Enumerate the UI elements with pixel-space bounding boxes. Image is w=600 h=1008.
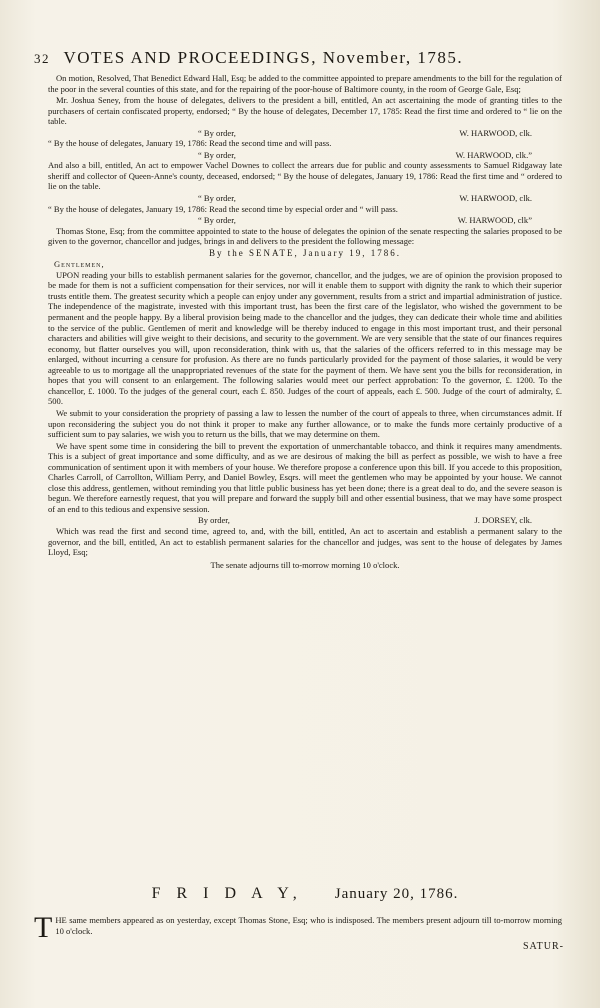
order-by: “ By order, (198, 149, 236, 160)
clerk-signature: W. HARWOOD, clk” (457, 215, 532, 226)
order-by: By order, (198, 515, 230, 526)
catchword: SATUR- (522, 941, 564, 952)
order-line (48, 128, 562, 139)
document-body (48, 73, 562, 570)
day-date: January 20, 1786. (334, 886, 459, 902)
salutation: Gentlemen, (54, 259, 105, 270)
day-heading (48, 885, 562, 903)
drop-cap: T (34, 911, 53, 944)
paragraph-motion: On motion, Resolved, That Benedict Edward Hall, Esq; be added to the committee appointed to prepare amendments to the bill for the regulation of the poor in the several counties of this state, and for the repairing of the poor-house of Baltimore county, in the room of George Gale, Esq; (48, 73, 562, 94)
running-title: VOTES AND PROCEEDINGS, November, 1785. (63, 48, 464, 67)
senate-heading: By the SENATE, January 19, 1786. (209, 247, 401, 258)
paragraph-downes-bill: And also a bill, entitled, An act to empower Vachel Downes to collect the arrears due for public and county assessments to Samuel Ridgaway late sheriff and collector of Queen-Anne's county, deceased, endorsed; “ By the house of delegates, January 19, 1786: Read the first time and “ ordered to lie on the table. (48, 160, 562, 192)
order-line (48, 193, 562, 204)
clerk-signature: W. HARWOOD, clk.” (455, 149, 532, 160)
running-head (34, 48, 570, 68)
order-by: “ By order, (198, 193, 236, 204)
order-by: “ By order, (198, 127, 236, 138)
paragraph-court-of-appeals: We submit to your consideration the propriety of passing a law to lessen the number of the court of appeals to three, when circumstances admit. If upon reconsidering the subject you do not think it proper to make any further allowance, or to make the funds more certainly productive of a sufficient sum to pay salaries, we wish you to return us the bills, that we may determine on them. (48, 407, 562, 440)
closing-paragraph (34, 911, 562, 944)
paragraph-tobacco-bill: We have spent some time in considering the bill to prevent the exportation of unmerchantable tobacco, and think it requires many amendments. This is a subject of great importance and some difficulty, and as we are desirous of making the bill as perfect as possible, we wish to have a free communication of sentiment upon it with members of your house. We therefore propose a conference upon this bill. If you accede to this proposition, Charles Carroll, of Carrollton, William Perry, and Daniel Bowley, Esqrs. will meet the gentlemen who may be appointed by your house. We cannot close this address, gentlemen, without reminding you that little public business has yet been done; there is a great deal to do, and the severe season is begun. We therefore earnestly request, that you will prepare and forward the supply bill and other essential business, that we may have some prospect of an end to this tedious and expensive session. (48, 440, 562, 514)
order-line (48, 150, 562, 161)
paragraph-bills-sent: Which was read the first and second time, agreed to, and, with the bill, entitled, An act to ascertain and establish a permanent salary to the governor, and the bill, entitled, An act to establish permanent salaries for the chancellor and judges, was sent to the house of delegates by James Lloyd, Esq; (48, 525, 562, 558)
adjournment-note: The senate adjourns till to-morrow morning 10 o'clock. (210, 559, 400, 570)
paragraph-salaries-message: UPON reading your bills to establish permanent salaries for the governor, chancellor, and the judges, we are of opinion the provision proposed to be made for them is not a sufficient compensation for their services, nor will it enable them to support with dignity the rank to which their superior trusts entitle them. The greatest security which a people can enjoy under any government, results from a strict and impartial administration of justice. The independence of the magistrate, invested with this important trust, has been the first care of the legislator, who wished the government to be permanent and the people happy. By a liberal provision being made to the chancellor and the judges, they can dedicate their whole time and abilities to the service of the public. Gentlemen of merit and knowledge will be thereby induced to engage in this most important trust, and their personal characters and abilities will give weight to their decisions, and security to the government. We are very sensible that the state of our finances requires economy, but flatter ourselves you will, upon reconsideration, think with us, that the salaries of the officers referred to in this message may be enlarged, without incurring a censure for profusion. As there are no funds particularly provided for the payment of those salaries, it would be very agreeable to us to mortgage all the unappropriated revenues of the state for the payment of them. We have sent you the bills for reconsideration, in hopes that you will consent to an enlargement. The following salaries would meet our perfect approbation: To the governor, £. 1200. To the chancellor, £. 1000. To the judges of the general court, each £. 850. Judges of the court of appeals, each £. 500. Judge of the court of admiralty, £. 500. (48, 269, 562, 407)
paragraph-endorsement: “ By the house of delegates, January 19, 1786: Read the second time and will pass. (48, 138, 332, 149)
order-line (48, 215, 562, 226)
order-by: “ By order, (198, 215, 236, 226)
paragraph-endorsement: “ By the house of delegates, January 19, 1786: Read the second time by especial order and “ will pass. (48, 203, 398, 214)
order-line (48, 515, 562, 526)
clerk-signature: W. HARWOOD, clk. (459, 193, 532, 204)
page-number: 32 (34, 51, 50, 66)
closing-text: HE same members appeared as on yesterday, except Thomas Stone, Esq; who is indisposed. The members present adjourn till to-morrow morning 10 o'clock. (55, 915, 562, 936)
clerk-signature: J. DORSEY, clk. (474, 515, 532, 526)
paragraph-seney-bill: Mr. Joshua Seney, from the house of delegates, delivers to the president a bill, entitled, An act ascertaining the mode of granting titles to the purchasers of certain confiscated property, endorsed; “ By the house of delegates, December 17, 1785: Read the first time and ordered to “ lie on the table. (48, 95, 562, 127)
paragraph-stone-committee: Thomas Stone, Esq; from the committee appointed to state to the house of delegates the opinion of the senate respecting the salaries proposed to be given to the governor, chancellor and judges, brings in and delivers to the president the following message: (48, 225, 562, 247)
day-name: F R I D A Y, (151, 885, 303, 902)
clerk-signature: W. HARWOOD, clk. (459, 127, 532, 138)
